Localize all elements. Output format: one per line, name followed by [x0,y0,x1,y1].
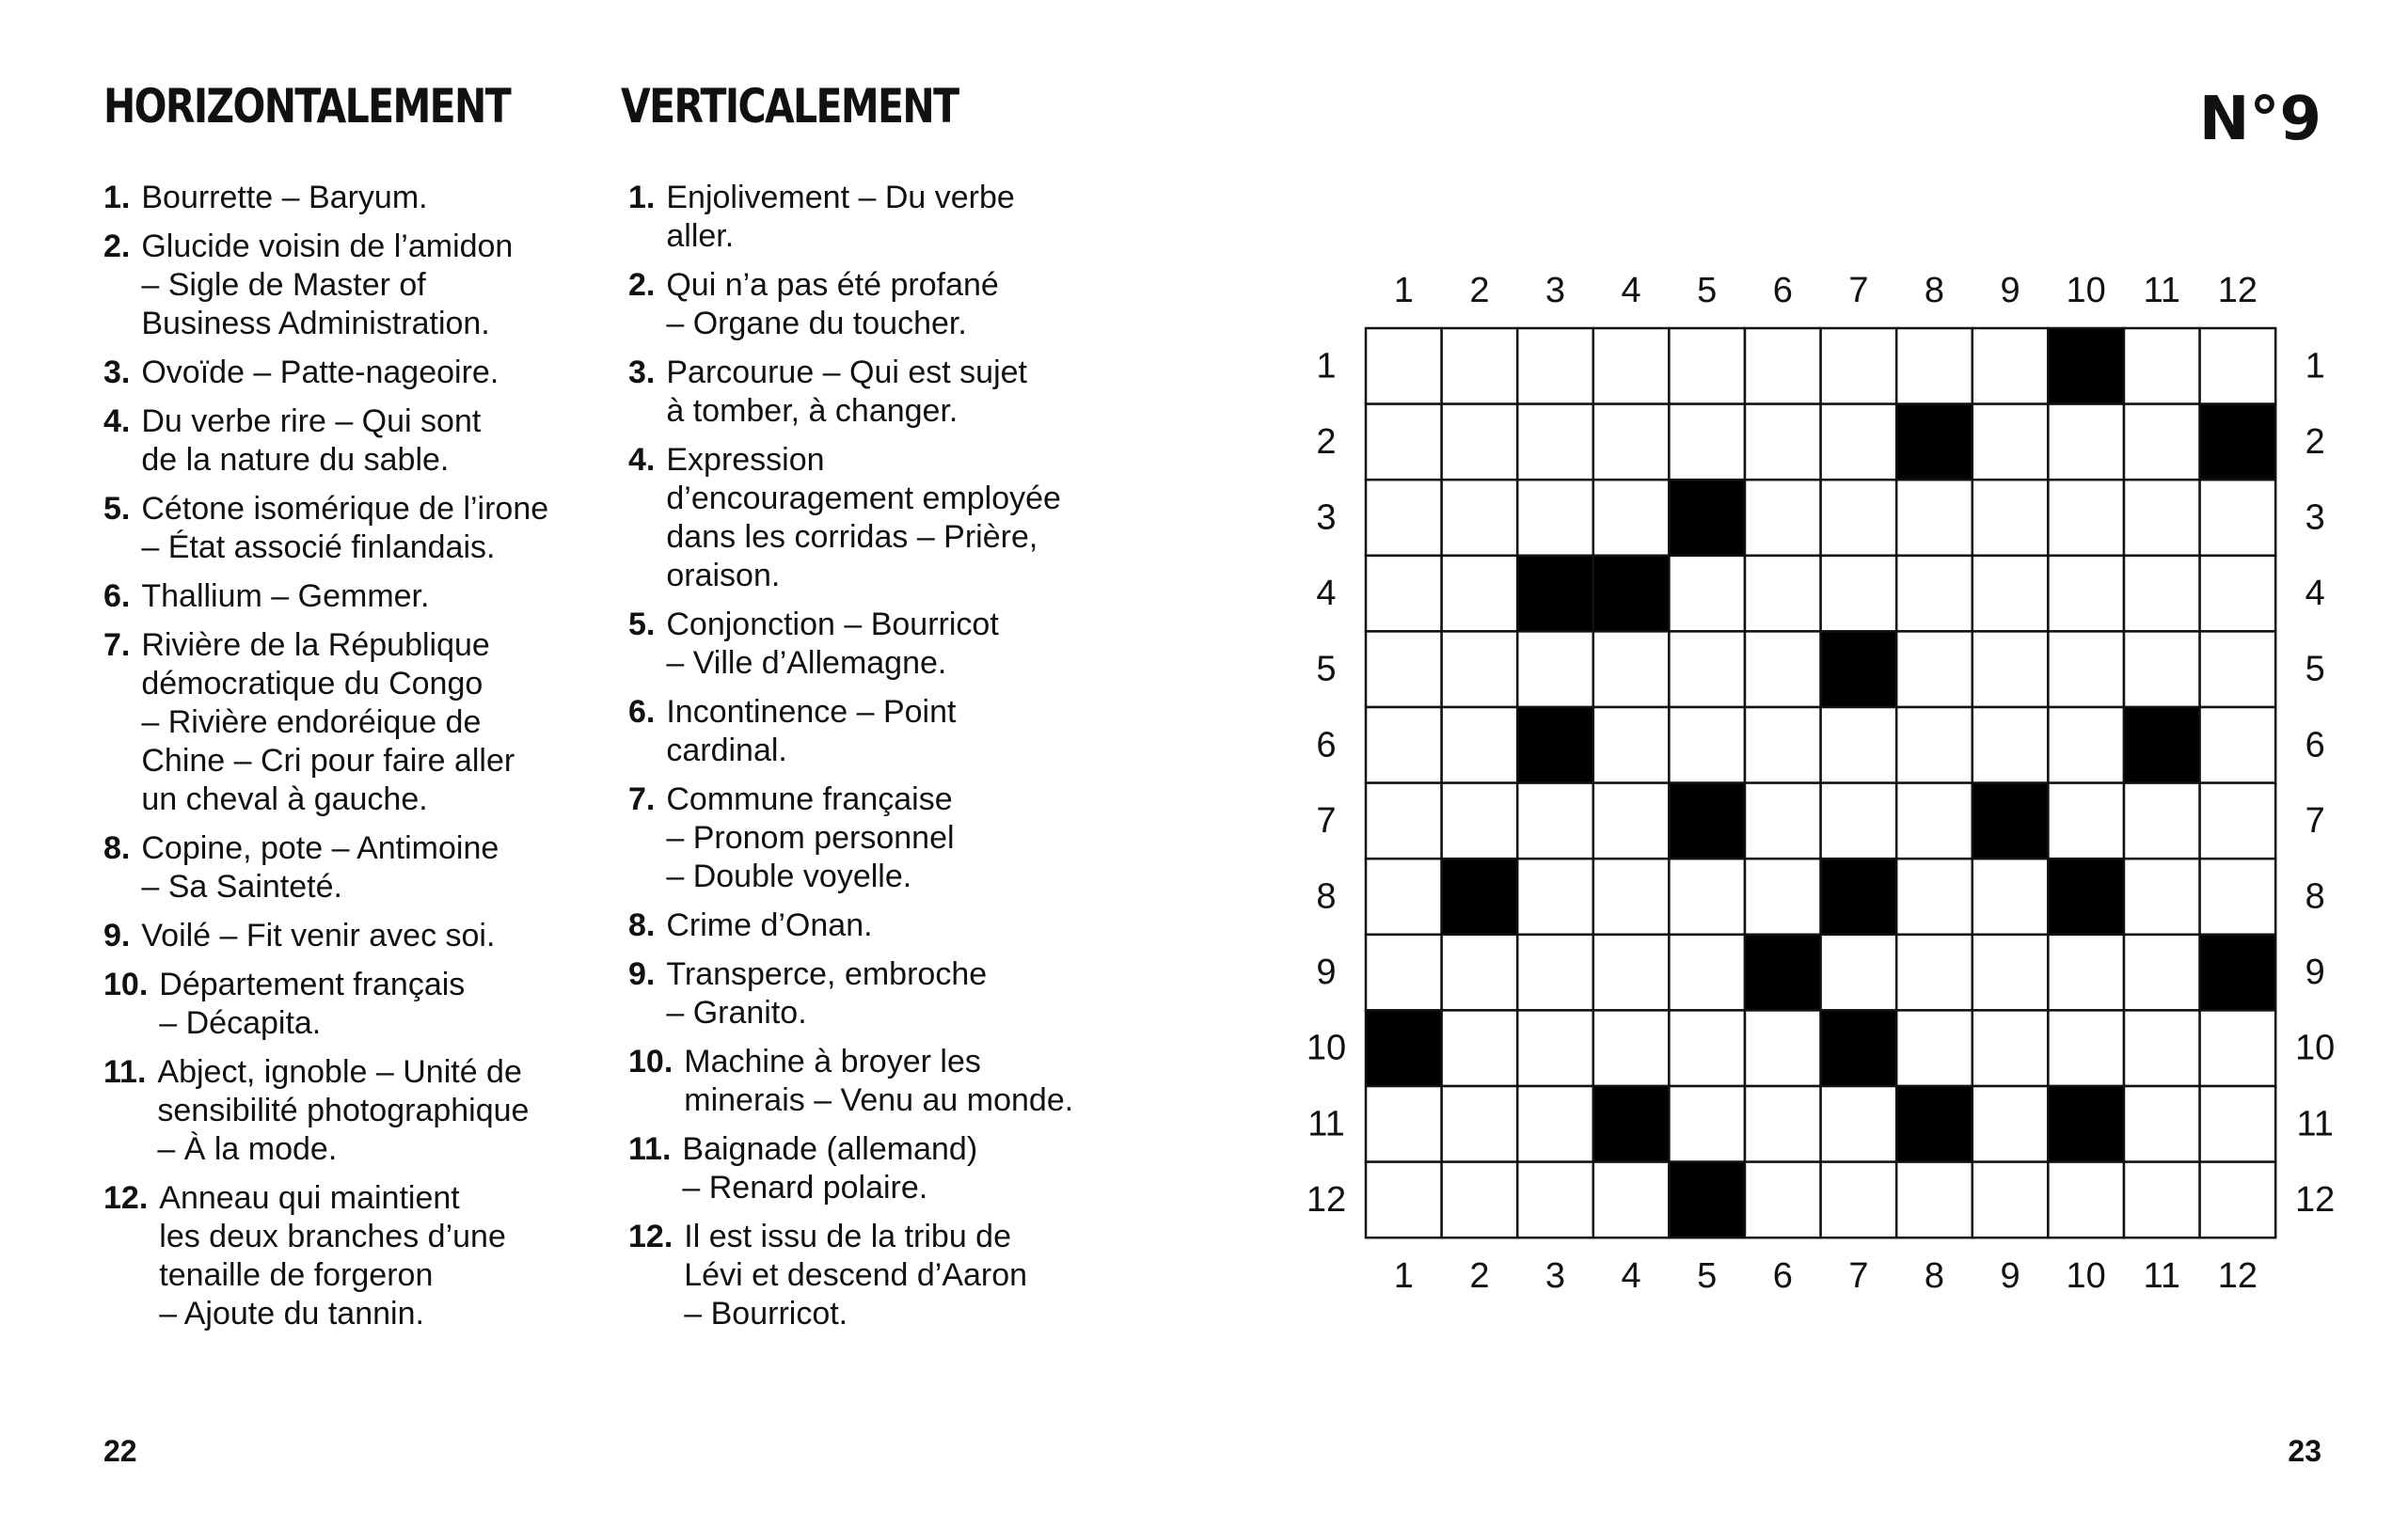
row-label-right: 1 [2305,346,2325,386]
grid-cell[interactable] [1745,859,1821,935]
grid-cell[interactable] [1366,707,1442,783]
grid-cell[interactable] [1745,556,1821,632]
grid-cell[interactable] [1593,707,1670,783]
clue-text: Crime d’Onan. [666,907,873,943]
clue-number: 2. [103,229,131,264]
black-cell [1972,783,2049,859]
grid-cell[interactable] [1972,404,2049,481]
column-label-top: 4 [1621,271,1641,310]
column-label-bottom: 5 [1697,1256,1718,1297]
grid-cell[interactable] [1821,404,1897,481]
grid-cell[interactable] [1366,1162,1442,1238]
clue-text: Copine, pote – Antimoine – Sa Sainteté. [141,830,499,905]
grid-cell[interactable] [1896,480,1972,556]
clue-text: Baignade (allemand) – Renard polaire. [682,1131,978,1206]
grid-cell[interactable] [1669,1086,1745,1162]
row-label-left: 4 [1316,574,1337,614]
row-label-right: 4 [2305,574,2325,614]
horizontal-heading: HORIZONTALEMENT [103,79,511,134]
column-label-top: 7 [1848,271,1869,310]
grid-cell[interactable] [1442,1162,1518,1238]
clue-text: Thallium – Gemmer. [141,578,430,614]
grid-cell[interactable] [1896,859,1972,935]
puzzle-number: N°9 [2198,85,2321,154]
grid-cell[interactable] [1442,480,1518,556]
row-label-right: 10 [2295,1028,2336,1068]
column-label-top: 11 [2143,271,2181,310]
grid-cell[interactable] [1366,480,1442,556]
grid-cell[interactable] [2124,935,2200,1011]
clue-number: 12. [628,1219,673,1254]
grid-cell[interactable] [2048,404,2124,481]
grid-cell[interactable] [1442,631,1518,707]
column-label-top: 8 [1924,271,1945,310]
clue-text: Incontinence – Point cardinal. [666,694,957,768]
clue-number: 3. [103,355,131,390]
grid-cell[interactable] [1669,556,1745,632]
grid-cell[interactable] [1821,328,1897,404]
grid-cell[interactable] [1821,1086,1897,1162]
grid-cell[interactable] [1745,1162,1821,1238]
clue-number: 6. [103,578,131,614]
row-label-right: 5 [2305,649,2325,689]
column-label-top: 10 [2066,271,2106,310]
column-label-top: 2 [1469,271,1490,310]
grid-cell[interactable] [2124,1086,2200,1162]
clue-text: Machine à broyer les minerais – Venu au monde. [684,1044,1074,1118]
row-label-left: 3 [1316,497,1337,538]
grid-cell[interactable] [1517,480,1593,556]
grid-cell[interactable] [1442,783,1518,859]
clue-text: Du verbe rire – Qui sont de la nature du sable. [141,403,482,478]
clue-number: 9. [628,956,656,992]
clue-number: 11. [628,1131,672,1167]
row-label-left: 7 [1316,800,1337,841]
grid-cell[interactable] [1745,783,1821,859]
clue-number: 2. [628,267,656,303]
grid-cell[interactable] [1517,783,1593,859]
grid-cell[interactable] [2124,480,2200,556]
grid-cell[interactable] [2048,935,2124,1011]
clue-text: Anneau qui maintient les deux branches d’une tenaille de forgeron – Ajoute du tannin. [159,1180,506,1332]
black-cell [1821,1010,1897,1086]
column-label-bottom: 2 [1469,1256,1490,1297]
black-cell [2200,404,2276,481]
grid-cell[interactable] [1593,480,1670,556]
grid-cell[interactable] [1442,404,1518,481]
black-cell [1593,1086,1670,1162]
black-cell [1896,404,1972,481]
grid-cell[interactable] [1593,404,1670,481]
grid-cell[interactable] [1972,556,2049,632]
black-cell [1745,935,1821,1011]
grid-cell[interactable] [2124,631,2200,707]
row-label-right: 8 [2305,876,2325,917]
row-label-left: 11 [1307,1104,1345,1144]
grid-cell[interactable] [2124,556,2200,632]
column-label-bottom: 12 [2217,1256,2258,1297]
clue-number: 10. [628,1044,673,1080]
grid-cell[interactable] [2200,859,2276,935]
grid-cell[interactable] [1745,480,1821,556]
column-label-bottom: 11 [2143,1256,2181,1297]
row-label-right: 6 [2305,725,2325,765]
grid-cell[interactable] [1821,556,1897,632]
grid-cell[interactable] [1517,404,1593,481]
grid-cell[interactable] [2048,783,2124,859]
clue-number: 7. [628,781,656,817]
column-label-bottom: 1 [1393,1256,1414,1297]
grid-cell[interactable] [1972,480,2049,556]
grid-cell[interactable] [1593,1010,1670,1086]
clue-number: 3. [628,355,656,390]
clue-number: 6. [628,694,656,730]
page-number-left: 22 [103,1434,137,1468]
clue-text: Transperce, embroche – Granito. [666,956,988,1031]
grid-cell[interactable] [2124,783,2200,859]
grid-cell[interactable] [1896,1010,1972,1086]
vertical-heading: VERTICALEMENT [621,79,958,134]
column-label-top: 5 [1697,271,1718,310]
grid-cell[interactable] [2124,328,2200,404]
row-label-right: 12 [2295,1179,2336,1220]
black-cell [1669,480,1745,556]
clue-number: 4. [628,442,656,478]
grid-cell[interactable] [1669,328,1745,404]
black-cell [1821,859,1897,935]
clue-number: 7. [103,627,131,663]
grid-cell[interactable] [2124,404,2200,481]
grid-cell[interactable] [1669,1010,1745,1086]
black-cell [1669,783,1745,859]
grid-cell[interactable] [1821,783,1897,859]
grid-cell[interactable] [1896,328,1972,404]
grid-cell[interactable] [1517,631,1593,707]
black-cell [2048,859,2124,935]
grid-cell[interactable] [1972,1162,2049,1238]
grid-cell[interactable] [1745,1086,1821,1162]
grid-cell[interactable] [2200,328,2276,404]
column-label-bottom: 9 [2000,1256,2020,1297]
clue-number: 9. [103,918,131,954]
row-label-left: 12 [1306,1179,1347,1220]
grid-cell[interactable] [1821,480,1897,556]
black-cell [2124,707,2200,783]
grid-cell[interactable] [2048,1010,2124,1086]
clue-number: 10. [103,967,149,1002]
row-label-right: 11 [2296,1104,2334,1144]
grid-cell[interactable] [1669,631,1745,707]
row-label-right: 3 [2305,497,2325,538]
grid-cell[interactable] [1366,935,1442,1011]
page-number-right: 23 [2288,1434,2321,1468]
grid-cell[interactable] [1896,1162,1972,1238]
grid-cell[interactable] [1972,935,2049,1011]
row-label-left: 10 [1306,1028,1347,1068]
grid-cell[interactable] [1972,328,2049,404]
black-cell [1517,707,1593,783]
column-label-bottom: 3 [1545,1256,1566,1297]
grid-cell[interactable] [1745,631,1821,707]
clue-text: Rivière de la République démocratique du Congo – Rivière endoréique de Chine – Cri pour faire aller un cheval à gauche. [141,627,515,817]
grid-cell[interactable] [1366,556,1442,632]
grid-cell[interactable] [1972,707,2049,783]
grid-cell[interactable] [1669,404,1745,481]
grid-cell[interactable] [1745,1010,1821,1086]
row-label-left: 9 [1316,953,1337,993]
grid-cell[interactable] [1669,859,1745,935]
grid-cell[interactable] [1669,935,1745,1011]
clue-text: Ovoïde – Patte-nageoire. [141,355,499,390]
black-cell [2048,1086,2124,1162]
grid-cell[interactable] [1821,707,1897,783]
column-label-bottom: 8 [1924,1256,1945,1297]
black-cell [1593,556,1670,632]
grid-cell[interactable] [1366,783,1442,859]
grid-cell[interactable] [1517,859,1593,935]
clue-text: Cétone isomérique de l’irone – État associé finlandais. [141,491,549,565]
grid-cell[interactable] [2124,1162,2200,1238]
clue-text: Parcourue – Qui est sujet à tomber, à changer. [666,355,1028,429]
clue-text: Glucide voisin de l’amidon – Sigle de Master of Business Administration. [141,229,514,341]
row-label-right: 7 [2305,800,2325,841]
column-label-bottom: 10 [2066,1256,2106,1297]
grid-cell[interactable] [1669,707,1745,783]
grid-cell[interactable] [1972,859,2049,935]
black-cell [1366,1010,1442,1086]
grid-cell[interactable] [1593,328,1670,404]
column-label-top: 6 [1772,271,1793,310]
grid-cell[interactable] [1896,631,1972,707]
grid-cell[interactable] [1366,328,1442,404]
row-label-left: 6 [1316,725,1337,765]
row-label-left: 5 [1316,649,1337,689]
row-label-left: 8 [1316,876,1337,917]
grid-cell[interactable] [1366,404,1442,481]
clue-text: Commune française – Pronom personnel – Double voyelle. [666,781,955,894]
clue-number: 4. [103,403,131,439]
grid-cell[interactable] [1896,935,1972,1011]
clue-number: 8. [103,830,131,866]
clue-number: 5. [628,607,656,642]
column-label-top: 3 [1545,271,1566,310]
clue-number: 12. [103,1180,149,1216]
black-cell [1669,1162,1745,1238]
grid-cell[interactable] [1517,328,1593,404]
grid-cell[interactable] [1972,1010,2049,1086]
black-cell [2200,935,2276,1011]
grid-cell[interactable] [1745,707,1821,783]
grid-cell[interactable] [1366,1086,1442,1162]
grid-cell[interactable] [2048,556,2124,632]
clue-number: 5. [103,491,131,527]
clue-text: Abject, ignoble – Unité de sensibilité photographique – À la mode. [157,1054,530,1167]
grid-cell[interactable] [1593,935,1670,1011]
grid-cell[interactable] [1517,1162,1593,1238]
grid-cell[interactable] [1896,556,1972,632]
grid-cell[interactable] [2048,631,2124,707]
grid-cell[interactable] [1896,707,1972,783]
clue-text: Qui n’a pas été profané – Organe du toucher. [666,267,999,341]
column-label-bottom: 6 [1772,1256,1793,1297]
clue-text: Bourrette – Baryum. [141,180,428,215]
grid-cell[interactable] [1517,1086,1593,1162]
grid-cell[interactable] [2048,707,2124,783]
clue-number: 1. [628,180,656,215]
grid-cell[interactable] [1821,935,1897,1011]
grid-cell[interactable] [1821,1162,1897,1238]
grid-cell[interactable] [1442,707,1518,783]
column-label-top: 12 [2217,271,2258,310]
black-cell [1442,859,1518,935]
grid-cell[interactable] [1442,328,1518,404]
grid-cell[interactable] [1366,631,1442,707]
clue-number: 11. [103,1054,147,1090]
grid-cell[interactable] [2200,631,2276,707]
clue-number: 8. [628,907,656,943]
grid-cell[interactable] [1745,328,1821,404]
clue-text: Département français – Décapita. [159,967,466,1041]
row-label-left: 2 [1316,421,1337,462]
clue-text: Expression d’encouragement employée dans les corridas – Prière, oraison. [666,442,1061,593]
grid-cell[interactable] [2200,707,2276,783]
clue-text: Il est issu de la tribu de Lévi et descend d’Aaron – Bourricot. [684,1219,1028,1332]
grid-cell[interactable] [1517,1010,1593,1086]
grid-cell[interactable] [1896,783,1972,859]
grid-cell[interactable] [2200,1010,2276,1086]
grid-cell[interactable] [2048,1162,2124,1238]
grid-cell[interactable] [1517,935,1593,1011]
clue-text: Conjonction – Bourricot – Ville d’Allemagne. [666,607,999,681]
column-label-bottom: 4 [1621,1256,1641,1297]
grid-cell[interactable] [1593,783,1670,859]
grid-cell[interactable] [2200,783,2276,859]
grid-cell[interactable] [1745,404,1821,481]
clue-text: Voilé – Fit venir avec soi. [141,918,496,954]
grid-cell[interactable] [1442,1086,1518,1162]
grid-cell[interactable] [1972,1086,2049,1162]
grid-cell[interactable] [1442,556,1518,632]
row-label-left: 1 [1316,346,1337,386]
grid-cell[interactable] [2048,480,2124,556]
black-cell [1821,631,1897,707]
grid-cell[interactable] [2200,480,2276,556]
clue-number: 1. [103,180,131,215]
row-label-right: 2 [2305,421,2325,462]
grid-cell[interactable] [1442,935,1518,1011]
grid-cell[interactable] [2200,1162,2276,1238]
grid-cell[interactable] [2124,859,2200,935]
column-label-top: 1 [1393,271,1414,310]
row-label-right: 9 [2305,953,2325,993]
grid-cell[interactable] [2124,1010,2200,1086]
grid-cell[interactable] [2200,1086,2276,1162]
black-cell [2048,328,2124,404]
grid-cell[interactable] [1593,1162,1670,1238]
grid-cell[interactable] [1593,631,1670,707]
clue-text: Enjolivement – Du verbe aller. [666,180,1015,254]
grid-cell[interactable] [1593,859,1670,935]
grid-cell[interactable] [2200,556,2276,632]
black-cell [1896,1086,1972,1162]
grid-cell[interactable] [1442,1010,1518,1086]
grid-cell[interactable] [1972,631,2049,707]
black-cell [1517,556,1593,632]
column-label-bottom: 7 [1848,1256,1869,1297]
grid-cell[interactable] [1366,859,1442,935]
column-label-top: 9 [2000,271,2020,310]
